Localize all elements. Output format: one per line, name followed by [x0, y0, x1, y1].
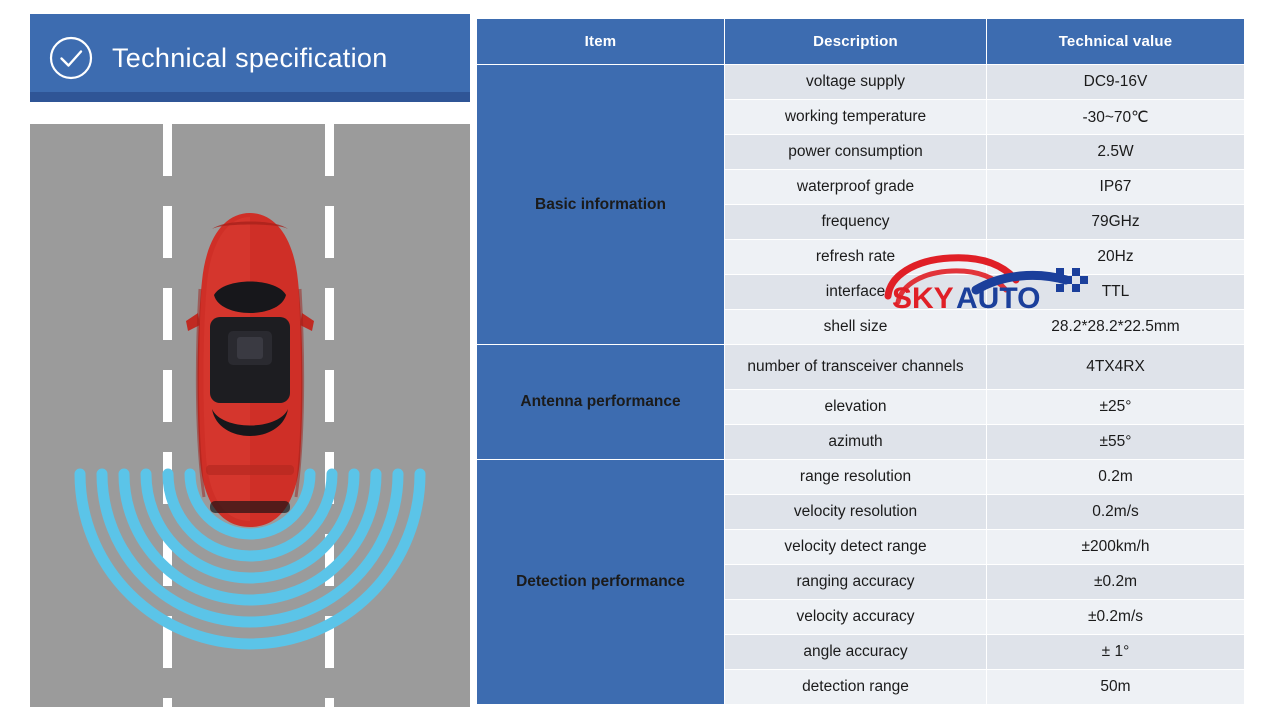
cell-value: ±25°: [987, 390, 1245, 425]
cell-value: 20Hz: [987, 240, 1245, 275]
cell-description: working temperature: [725, 100, 987, 135]
car-top-view: [180, 209, 320, 534]
cell-value: ±0.2m: [987, 565, 1245, 600]
header-description: Description: [725, 19, 987, 65]
cell-description: voltage supply: [725, 65, 987, 100]
page-title: Technical specification: [112, 42, 388, 73]
cell-description: angle accuracy: [725, 635, 987, 670]
cell-description: velocity detect range: [725, 530, 987, 565]
watermark-text-sky: SKY: [892, 282, 954, 315]
cell-value: 50m: [987, 670, 1245, 705]
table-row: [477, 345, 1245, 390]
check-circle-icon: [48, 35, 94, 81]
spec-table-wrapper: [476, 18, 1244, 705]
header-item: Item: [477, 19, 725, 65]
group-label-basic-information: Basic information: [477, 65, 725, 345]
watermark-text-auto: AUTO: [956, 282, 1041, 315]
cell-value: DC9-16V: [987, 65, 1245, 100]
left-panel: [30, 14, 470, 707]
cell-description: range resolution: [725, 460, 987, 495]
cell-value: 79GHz: [987, 205, 1245, 240]
cell-description: refresh rate: [725, 240, 987, 275]
cell-value: 2.5W: [987, 135, 1245, 170]
cell-value: 0.2m: [987, 460, 1245, 495]
group-label-detection-performance: Detection performance: [477, 460, 725, 705]
cell-value: ± 1°: [987, 635, 1245, 670]
cell-value: ±0.2m/s: [987, 600, 1245, 635]
slide-title-bar: [30, 14, 470, 102]
cell-description: velocity accuracy: [725, 600, 987, 635]
cell-value: IP67: [987, 170, 1245, 205]
cell-description: ranging accuracy: [725, 565, 987, 600]
cell-value: 28.2*28.2*22.5mm: [987, 310, 1245, 345]
cell-value: TTL: [987, 275, 1245, 310]
car-radar-diagram: [30, 124, 470, 707]
cell-description: frequency: [725, 205, 987, 240]
technical-specification-table: [476, 18, 1245, 705]
cell-description: azimuth: [725, 425, 987, 460]
header-technical-value: Technical value: [987, 19, 1245, 65]
cell-description: power consumption: [725, 135, 987, 170]
cell-description: detection range: [725, 670, 987, 705]
cell-value: 0.2m/s: [987, 495, 1245, 530]
cell-value: 4TX4RX: [987, 345, 1245, 390]
table-row: [477, 460, 1245, 495]
table-row: [477, 65, 1245, 100]
cell-description: waterproof grade: [725, 170, 987, 205]
cell-description: number of transceiver channels: [725, 345, 987, 390]
table-header-row: [477, 19, 1245, 65]
cell-description: interface: [725, 275, 987, 310]
cell-value: ±200km/h: [987, 530, 1245, 565]
cell-description: velocity resolution: [725, 495, 987, 530]
cell-value: -30~70℃: [987, 100, 1245, 135]
cell-description: shell size: [725, 310, 987, 345]
group-label-antenna-performance: Antenna performance: [477, 345, 725, 460]
cell-value: ±55°: [987, 425, 1245, 460]
cell-description: elevation: [725, 390, 987, 425]
